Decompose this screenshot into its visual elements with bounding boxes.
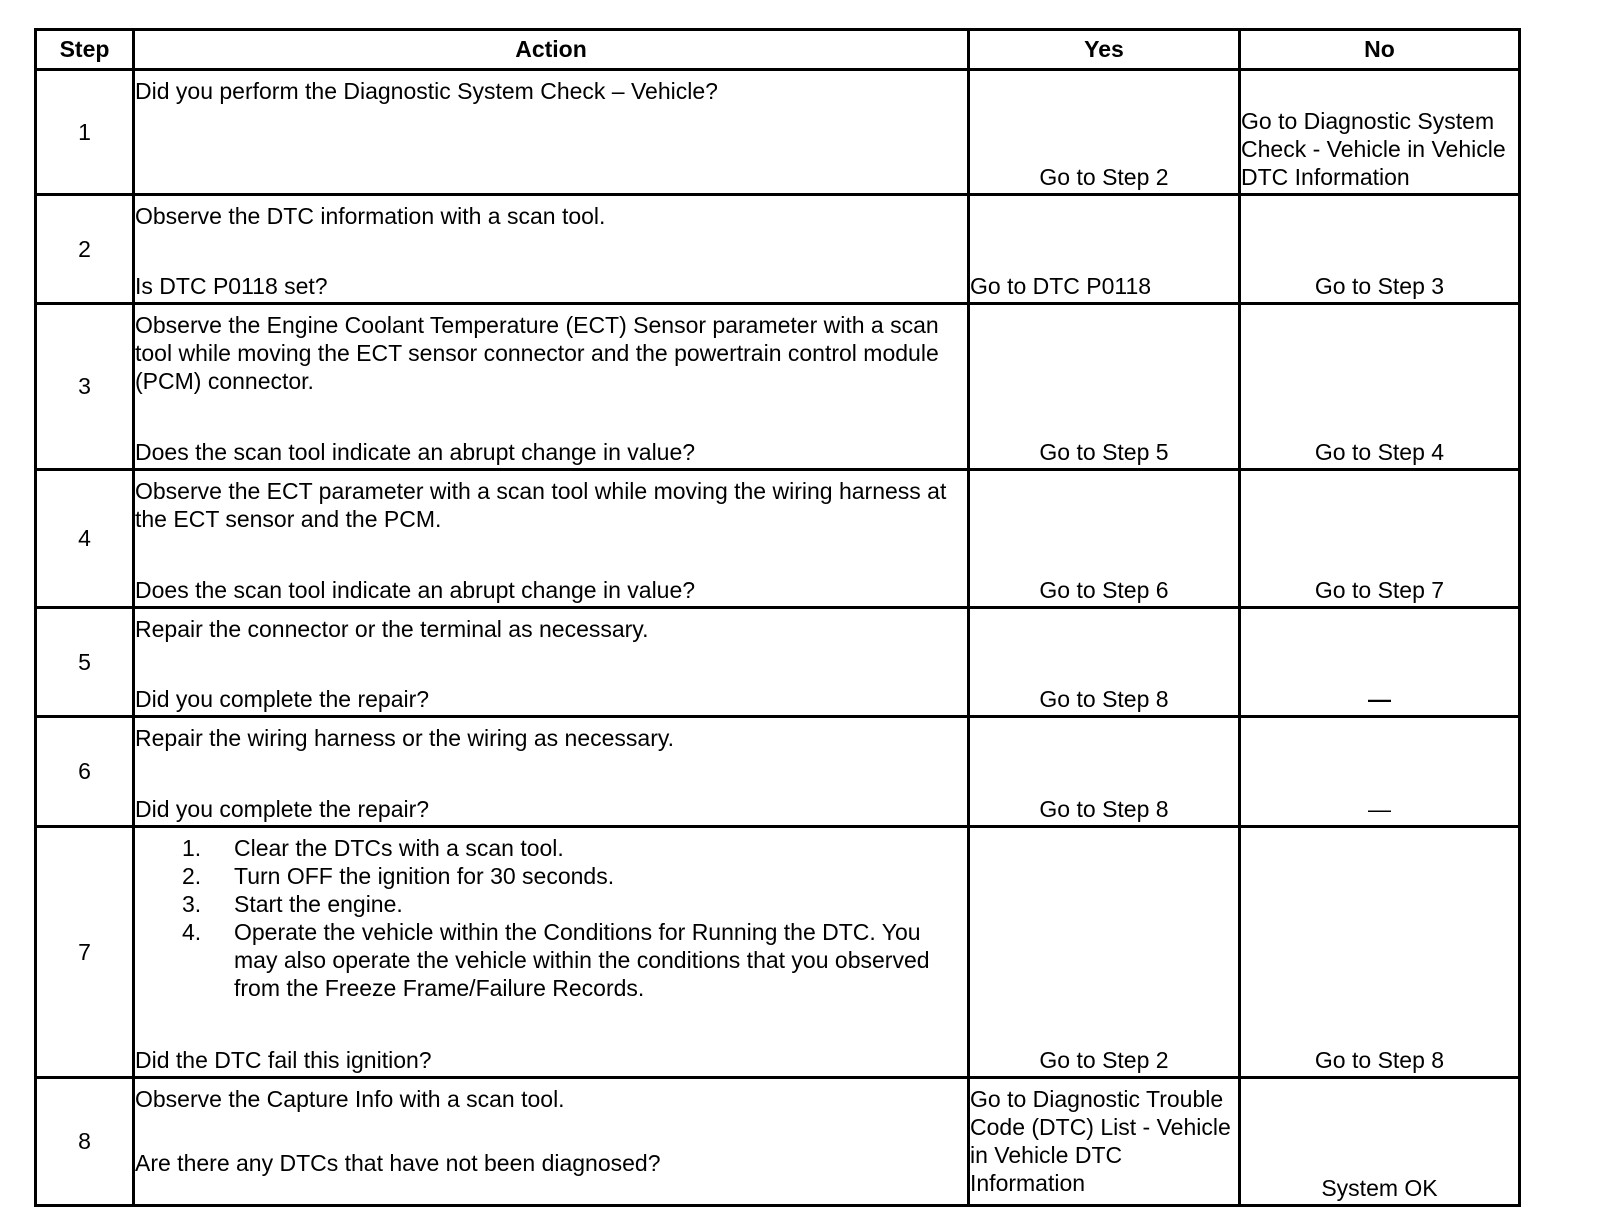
list-item-text: Start the engine. — [234, 891, 403, 917]
step-number: 1 — [36, 70, 134, 195]
action-question: Does the scan tool indicate an abrupt change in value? — [135, 577, 696, 603]
action-content — [135, 828, 967, 1076]
action-text: Observe the ECT parameter with a scan tool while moving the wiring harness at the ECT sensor and the PCM. — [135, 478, 947, 532]
action-question: Is DTC P0118 set? — [135, 273, 328, 299]
table-row — [36, 827, 1520, 1078]
action-text: Observe the Capture Info with a scan tool. — [135, 1086, 565, 1112]
action-text: Observe the Engine Coolant Temperature (ECT) Sensor parameter with a scan tool while moving the ECT sensor connector and the powertrain control module (PCM) connector. — [135, 312, 939, 394]
no-cell: Go to Step 3 — [1240, 195, 1520, 304]
list-item — [135, 918, 967, 1002]
no-cell: — — [1240, 717, 1520, 827]
steps-list — [135, 828, 967, 1002]
action-text: Repair the connector or the terminal as necessary. — [135, 616, 649, 642]
no-cell: — — [1240, 608, 1520, 717]
list-item — [135, 890, 967, 918]
action-question: Did you complete the repair? — [135, 686, 430, 712]
table-row — [36, 70, 1520, 195]
diagnostic-table — [34, 28, 1521, 1207]
action-content — [135, 1079, 967, 1204]
action-question: Are there any DTCs that have not been diagnosed? — [135, 1150, 661, 1176]
list-item — [135, 862, 967, 890]
action-question: Does the scan tool indicate an abrupt change in value? — [135, 439, 696, 465]
list-item-text: Clear the DTCs with a scan tool. — [234, 835, 564, 861]
yes-cell: Go to Step 6 — [969, 470, 1240, 608]
list-item-text: Turn OFF the ignition for 30 seconds. — [234, 863, 615, 889]
action-cell — [134, 70, 969, 195]
yes-cell: Go to DTC P0118 — [969, 195, 1240, 304]
yes-cell: Go to Diagnostic Trouble Code (DTC) List - Vehicle in Vehicle DTC Information — [969, 1078, 1240, 1206]
action-content — [135, 609, 967, 715]
step-number: 3 — [36, 304, 134, 470]
table-row — [36, 717, 1520, 827]
step-number: 4 — [36, 470, 134, 608]
action-cell — [134, 1078, 969, 1206]
step-number: 7 — [36, 827, 134, 1078]
header-row — [36, 30, 1520, 70]
no-cell: System OK — [1240, 1078, 1520, 1206]
action-content — [135, 718, 967, 825]
table-row — [36, 608, 1520, 717]
no-cell: Go to Diagnostic System Check - Vehicle in Vehicle DTC Information — [1240, 70, 1520, 195]
list-item-number: 1. — [182, 835, 202, 861]
header-action: Action — [134, 30, 969, 70]
step-number: 5 — [36, 608, 134, 717]
table-row — [36, 470, 1520, 608]
yes-cell: Go to Step 2 — [969, 827, 1240, 1078]
action-content — [135, 196, 967, 302]
action-cell — [134, 608, 969, 717]
no-cell: Go to Step 7 — [1240, 470, 1520, 608]
action-content — [135, 305, 967, 468]
list-item-text: Operate the vehicle within the Conditions for Running the DTC. You may also operate the vehicle within the conditions that you observed from the Freeze Frame/Failure Records. — [234, 919, 930, 1001]
action-text: Repair the wiring harness or the wiring as necessary. — [135, 725, 675, 751]
table-row — [36, 1078, 1520, 1206]
step-number: 2 — [36, 195, 134, 304]
action-cell — [134, 195, 969, 304]
table-row — [36, 304, 1520, 470]
action-cell — [134, 717, 969, 827]
action-question: Did you complete the repair? — [135, 796, 430, 822]
action-content — [135, 471, 967, 606]
action-cell — [134, 304, 969, 470]
list-item-number: 3. — [182, 891, 202, 917]
action-text: Observe the DTC information with a scan tool. — [135, 203, 606, 229]
no-cell: Go to Step 8 — [1240, 827, 1520, 1078]
action-cell — [134, 470, 969, 608]
yes-cell: Go to Step 5 — [969, 304, 1240, 470]
table-row — [36, 195, 1520, 304]
action-text: Did you perform the Diagnostic System Check – Vehicle? — [135, 78, 718, 104]
step-number: 8 — [36, 1078, 134, 1206]
header-step: Step — [36, 30, 134, 70]
action-cell — [134, 827, 969, 1078]
action-question: Did the DTC fail this ignition? — [135, 1047, 432, 1073]
list-item-number: 2. — [182, 863, 202, 889]
yes-cell: Go to Step 2 — [969, 70, 1240, 195]
yes-cell: Go to Step 8 — [969, 717, 1240, 827]
list-item — [135, 834, 967, 862]
header-yes: Yes — [969, 30, 1240, 70]
no-cell: Go to Step 4 — [1240, 304, 1520, 470]
list-item-number: 4. — [182, 919, 202, 945]
step-number: 6 — [36, 717, 134, 827]
yes-cell: Go to Step 8 — [969, 608, 1240, 717]
header-no: No — [1240, 30, 1520, 70]
